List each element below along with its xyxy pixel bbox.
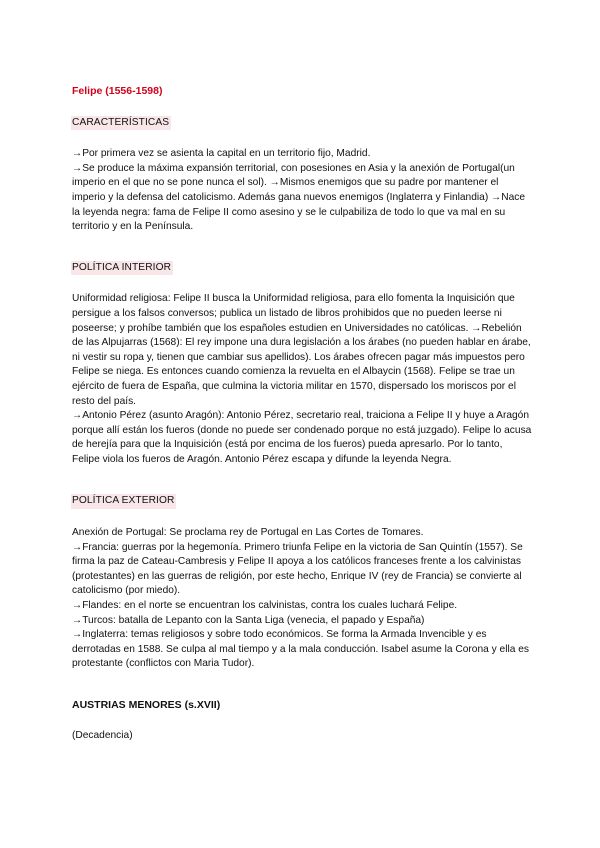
section-heading-politica-exterior: POLÍTICA EXTERIOR: [71, 494, 176, 509]
paragraph: →Turcos: batalla de Lepanto con la Santa Liga (venecia, el papado y España): [72, 614, 425, 626]
austrias-menores-heading: AUSTRIAS MENORES (s.XVII): [72, 699, 221, 711]
decadencia-note: (Decadencia): [72, 729, 133, 741]
paragraph: →Se produce la máxima expansión territorial, con posesiones en Asia y la anexión de Portugal(un imperio en el que no se pone nunca el sol). →Mismos enemigos que su padre por mantener el imperio y la defensa del catolicismo. Además gana nuevos enemigos (Inglaterra y Finlandia) →Nace la leyenda negra: fama de Felipe II como asesino y se le culpabiliza de todo lo que va mal en su territorio y en la Península.: [72, 162, 526, 233]
paragraph: Anexión de Portugal: Se proclama rey de Portugal en Las Cortes de Tomares.: [72, 527, 424, 539]
paragraph: →Por primera vez se asienta la capital en un territorio fijo, Madrid.: [72, 148, 371, 160]
document-title: Felipe (1556-1598): [72, 85, 163, 97]
section-heading-politica-interior: POLÍTICA INTERIOR: [71, 261, 173, 276]
document-content: [72, 84, 532, 743]
paragraph: →Flandes: en el norte se encuentran los calvinistas, contra los cuales luchará Felipe.: [72, 600, 458, 612]
paragraph: →Antonio Pérez (asunto Aragón): Antonio Pérez, secretario real, traiciona a Felipe II y huye a Aragón porque allí están los fueros (donde no puede ser condenado porque no está juzgado). Felipe lo acusa de herejía para que la Inquisición (está por encima de los fueros) pueda apresarlo. Por lo tanto, Felipe viola los fueros de Aragón. Antonio Pérez escapa y difunde la leyenda Negra.: [72, 410, 532, 465]
paragraph: →Francia: guerras por la hegemonía. Primero triunfa Felipe en la victoria de San Quintín (1557). Se firma la paz de Cateau-Cambresis y Felipe II apoya a los católicos franceses frente a los calvinistas (protestantes) en las guerras de religión, por este hecho, Enrique IV (rey de Francia) se convierte al catolicismo (por miedo).: [72, 541, 523, 597]
section-heading-caracteristicas: CARACTERÍSTICAS: [71, 116, 171, 131]
paragraph: →Inglaterra: temas religiosos y sobre todo económicos. Se forma la Armada Invencible y es derrotadas en 1588. Se culpa al mal tiempo y a la mala conducción. Isabel asume la Corona y ella es protestante (conflictos con Maria Tudor).: [72, 629, 529, 670]
paragraph: Uniformidad religiosa: Felipe II busca la Uniformidad religiosa, para ello fomenta la Inquisición que persigue a los falsos conversos; publica un listado de libros prohibidos que no pueden leerse ni poseerse; y prohíbe también que los españoles estudien en Universidades no católicas. →Rebelión de las Alpujarras (1568): El rey impone una dura legislación a los árabes (no pueden hablar en árabe, ni vestir su ropa y, tienen que cambiar sus apellidos). Los árabes ofrecen pagar más impuestos pero Felipe se niega. Es entonces cuando comienza la revuelta en el Albaycin (1568). Felipe se trae un ejército de fuera de España, que culmina la victoria militar en 1570, dispersado los moriscos por el resto del país.: [72, 293, 531, 407]
